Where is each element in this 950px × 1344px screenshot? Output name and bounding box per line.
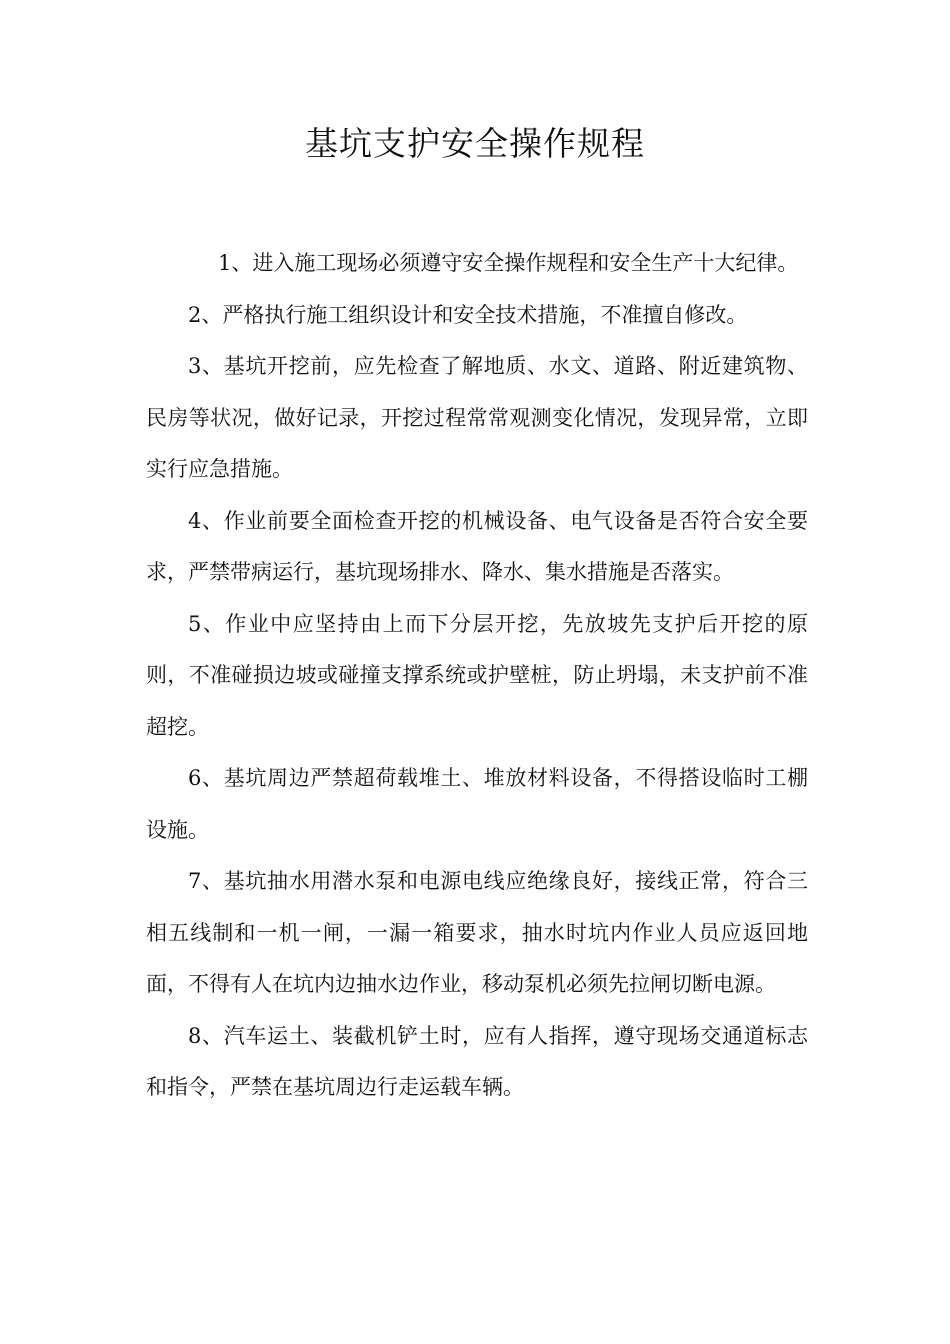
paragraph-2: 2、严格执行施工组织设计和安全技术措施，不准擅自修改。 (188, 302, 748, 327)
paragraph-5: 5、作业中应坚持由上而下分层开挖，先放坡先支护后开挖的原则，不准碰损边坡或碰撞支撑系统或护壁桩，防止坍塌，未支护前不准超挖。 (146, 611, 808, 739)
paragraph-4: 4、作业前要全面检查开挖的机械设备、电气设备是否符合安全要求，严禁带病运行，基坑现场排水、降水、集水措施是否落实。 (146, 508, 808, 584)
paragraph-7: 7、基坑抽水用潜水泵和电源电线应绝缘良好，接线正常，符合三相五线制和一机一闸，一漏一箱要求，抽水时坑内作业人员应返回地面，不得有人在坑内边抽水边作业，移动泵机必须先拉闸切断电源。 (146, 869, 808, 996)
paragraph-1: 1、进入施工现场必须遵守安全操作规程和安全生产十大纪律。 (218, 251, 799, 275)
paragraph-6: 6、基坑周边严禁超荷载堆土、堆放材料设备，不得搭设临时工棚设施。 (146, 766, 808, 842)
document-title: 基坑支护安全操作规程 (305, 124, 645, 163)
paragraph-8: 8、汽车运土、装截机铲土时，应有人指挥，遵守现场交通道标志和指令，严禁在基坑周边行走运载车辆。 (146, 1023, 808, 1099)
document-body (146, 238, 808, 1114)
paragraph-3: 3、基坑开挖前，应先检查了解地质、水文、道路、附近建筑物、民房等状况，做好记录，开挖过程常常观测变化情况，发现异常，立即实行应急措施。 (146, 354, 808, 481)
